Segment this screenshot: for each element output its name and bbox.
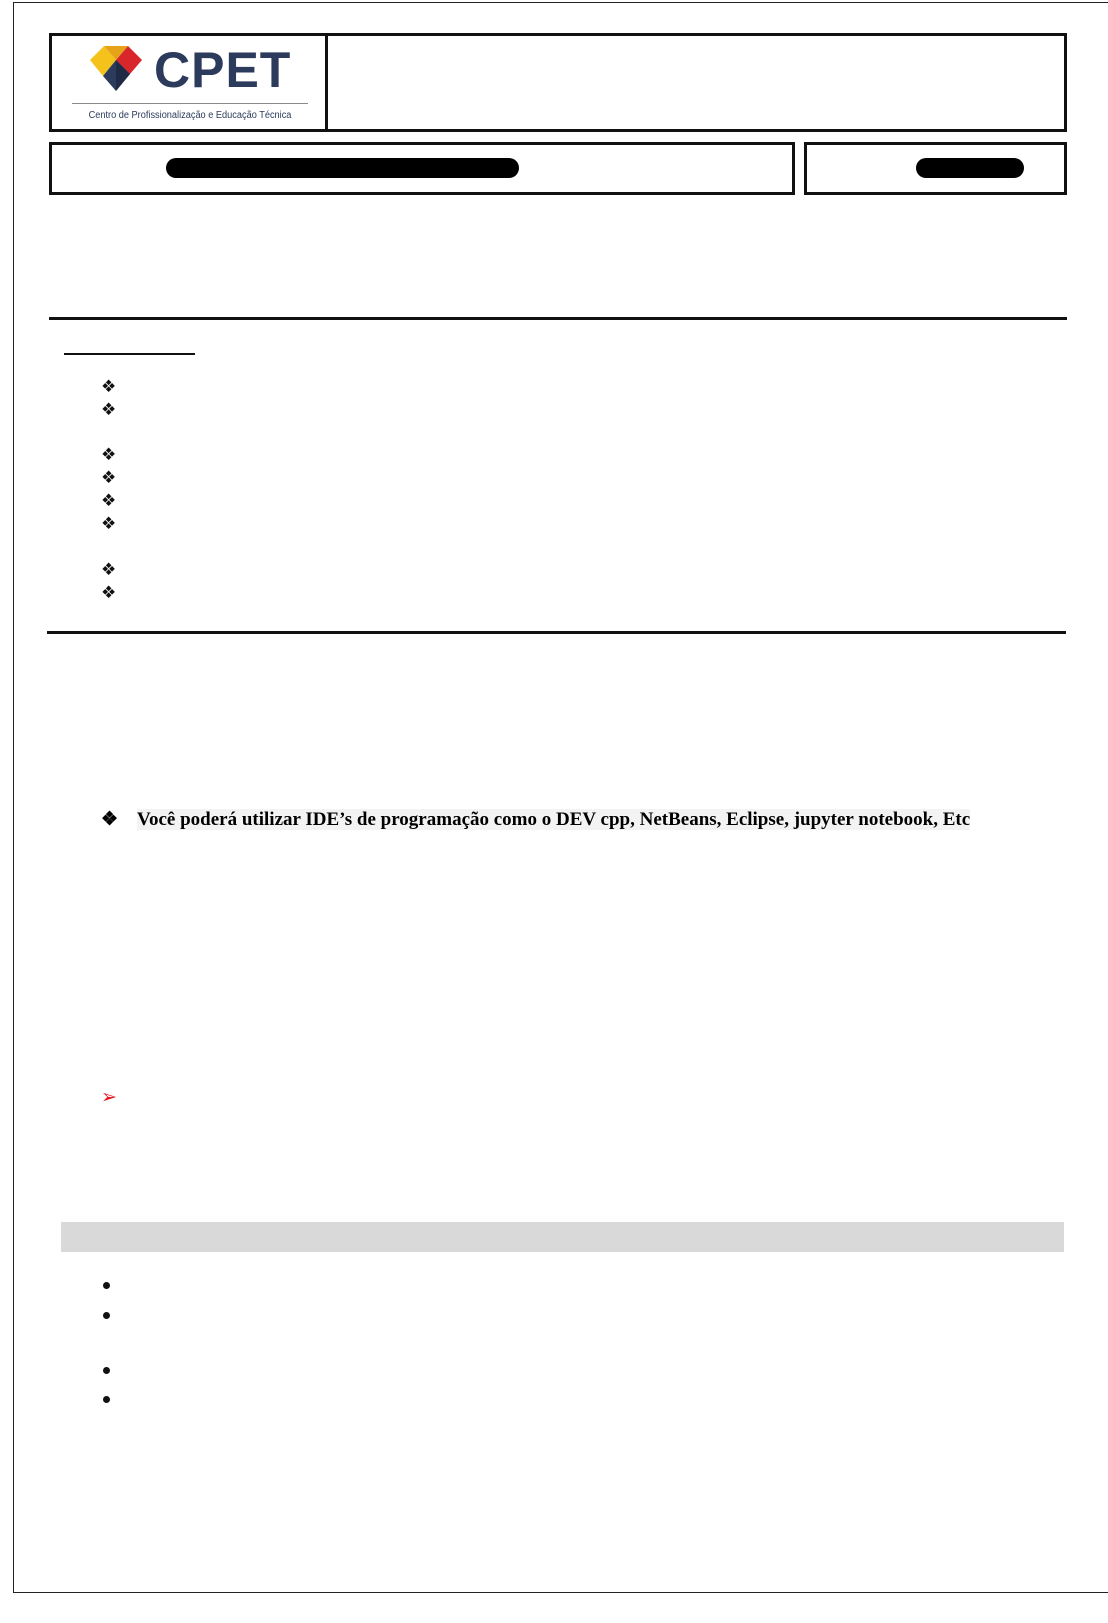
header-title-cell [328, 36, 1064, 129]
logo-subtitle: Centro de Profissionalização e Educação Técnica [88, 110, 292, 121]
logo-wordmark: CPET [154, 42, 292, 98]
objective-bullet-icon: ❖ [101, 445, 117, 464]
list-bullet-icon [103, 1282, 110, 1289]
document-header [49, 33, 1067, 132]
objective-bullet-icon: ❖ [101, 583, 117, 602]
list-bullet-icon [103, 1396, 110, 1403]
objective-bullet-icon: ❖ [101, 560, 117, 579]
page-frame [13, 2, 1108, 1593]
redacted-date [916, 158, 1024, 178]
objective-bullet-icon: ❖ [101, 468, 117, 487]
ide-bullet-icon: ❖ [101, 809, 119, 830]
section-rule-bottom [47, 631, 1066, 634]
objective-bullet-icon: ❖ [101, 400, 117, 419]
list-bullet-icon [103, 1312, 110, 1319]
ide-note-text: Você poderá utilizar IDE’s de programação como o DEV cpp, NetBeans, Eclipse, jupyter notebook, Etc [137, 809, 971, 830]
section-rule-top [49, 317, 1067, 320]
logo [52, 36, 328, 129]
student-name-box [49, 142, 795, 195]
date-box [804, 142, 1067, 195]
objective-bullet-icon: ❖ [101, 514, 117, 533]
logo-divider [72, 103, 308, 104]
redacted-name [166, 158, 519, 178]
objective-bullet-icon: ❖ [101, 377, 117, 396]
section-label-underline [64, 353, 195, 355]
arrow-bullet-icon: ➢ [101, 1087, 117, 1108]
cpet-logo-icon [90, 46, 142, 91]
section-heading-band [61, 1222, 1064, 1252]
list-bullet-icon [103, 1367, 110, 1374]
objective-bullet-icon: ❖ [101, 491, 117, 510]
ide-note [101, 808, 1031, 832]
